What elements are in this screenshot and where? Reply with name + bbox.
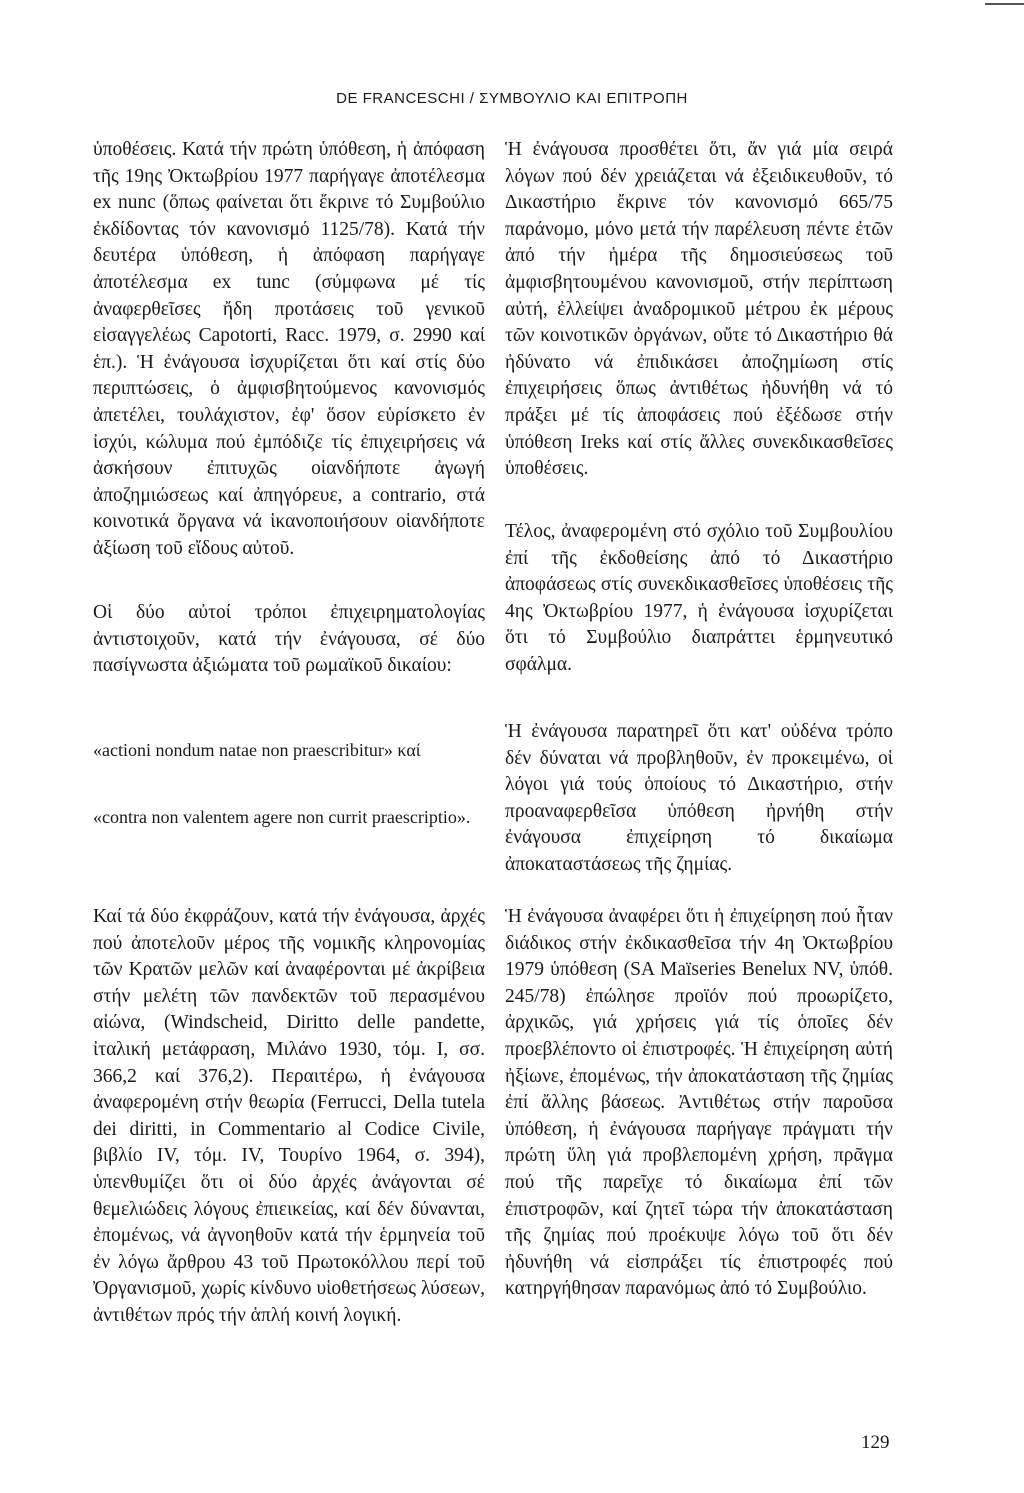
- left-paragraph-1: ὑποθέσεις. Κατά τήν πρώτη ὑπόθεση, ἡ ἀπόφαση τῆς 19ης Ὀκτωβρίου 1977 παρήγαγε ἀποτέλεσμα ex nunc (ὅπως φαίνεται ὅτι ἔκρινε τό Συμβούλιο ἐκδίδοντας τόν κανονισμό 1125/78). Κατά τήν δευτέρα ὑπόθεση, ἡ ἀπόφαση παρήγαγε ἀποτέλεσμα ex tunc (σύμφωνα μέ τίς ἀναφερθεῖσες ἤδη προτάσεις τοῦ γενικοῦ εἰσαγγελέως Capotorti, Racc. 1979, σ. 2990 καί ἑπ.). Ἡ ἐνάγουσα ἰσχυρίζεται ὅτι καί στίς δύο περιπτώσεις, ὁ ἀμφισβητούμενος κανονισμός ἀπετέλει, τουλάχιστον, ἐφ' ὅσον εὑρίσκετο ἐν ἰσχύι, κώλυμα πού ἐμπόδιζε τίς ἐπιχειρήσεις νά ἀσκήσουν ἐπιτυχῶς οἱανδήποτε ἀγωγή ἀποζημιώσεως καί ἀπηγόρευε, a contrario, στά κοινοτικά ὄργανα νά ἱκανοποιήσουν οἱανδήποτε ἀξίωση τοῦ εἴδους αὐτοῦ.: [93, 139, 485, 559]
- left-maxim-1: «actioni nondum natae non praescribitur» καί: [93, 740, 421, 760]
- left-paragraph-2: Οἱ δύο αὐτοί τρόποι ἐπιχειρηματολογίας ἀντιστοιχοῦν, κατά τήν ἐνάγουσα, σέ δύο πασίγνωστα ἀξιώματα τοῦ ρωμαϊκοῦ δικαίου:: [93, 602, 485, 677]
- right-paragraph-3: Ἡ ἐνάγουσα παρατηρεῖ ὅτι κατ' οὐδένα τρόπο δέν δύναται νά προβληθοῦν, ἐν προκειμένω, οἱ λόγοι γιά τούς ὁποίους τό Δικαστήριο, στήν προαναφερθεῖσα ὑπόθεση ἠρνήθη στήν ἐνάγουσα ἐπιχείρηση τό δικαίωμα ἀποκαταστάσεως τῆς ζημίας.: [505, 721, 893, 875]
- top-edge-rule: [985, 3, 1024, 5]
- right-paragraph-2: Τέλος, ἀναφερομένη στό σχόλιο τοῦ Συμβουλίου ἐπί τῆς ἐκδοθείσης ἀπό τό Δικαστήριο ἀποφάσεως στίς συνεκδικασθεῖσες ὑποθέσεις τῆς 4ης Ὀκτωβρίου 1977, ἡ ἐνάγουσα ἰσχυρίζεται ὅτι τό Συμβούλιο διαπράττει ἑρμηνευτικό σφάλμα.: [505, 521, 893, 675]
- left-paragraph-5: Καί τά δύο ἐκφράζουν, κατά τήν ἐνάγουσα, ἀρχές πού ἀποτελοῦν μέρος τῆς νομικῆς κληρονομίας τῶν Κρατῶν μελῶν καί ἀναφέρονται μέ ἀκρίβεια στήν μελέτη τῶν πανδεκτῶν τοῦ περασμένου αἰώνα, (Windscheid, Diritto delle pandette, ἰταλική μετάφραση, Μιλάνο 1930, τόμ. I, σσ. 366,2 καί 376,2). Περαιτέρω, ἡ ἐνάγουσα ἀναφερομένη στήν θεωρία (Ferrucci, Della tutela dei diritti, in Commentario al Codice Civile, βιβλίο IV, τόμ. IV, Τουρίνο 1964, σ. 394), ὑπενθυμίζει ὅτι οἱ δύο ἀρχές ἀνάγονται σέ θεμελιώδεις λόγους ἐπιεικείας, καί δέν δύνανται, ἐπομένως, νά ἀγνοηθοῦν κατά τήν ἑρμηνεία τοῦ ἐν λόγω ἄρθρου 43 τοῦ Πρωτοκόλλου περί τοῦ Ὀργανισμοῦ, χωρίς κίνδυνο υἱοθετήσεως λύσεων, ἀντιθέτων πρός τήν ἁπλή κοινή λογική.: [93, 906, 485, 1326]
- right-paragraph-4: Ἡ ἐνάγουσα ἀναφέρει ὅτι ἡ ἐπιχείρηση πού ἦταν διάδικος στήν ἐκδικασθεῖσα τήν 4η Ὀκτωβρίου 1979 ὑπόθεση (SA Maïseries Benelux NV, ὑπόθ. 245/78) ἐπώλησε προϊόν πού προωρίζετο, ἀρχικῶς, γιά χρήσεις γιά τίς ὁποῖες δέν προεβλέποντο οἱ ἐπιστροφές. Ἡ ἐπιχείρηση αὐτή ἠξίωνε, ἐπομένως, τήν ἀποκατάσταση τῆς ζημίας ἐπί ἄλλης βάσεως. Ἀντιθέτως στήν παροῦσα ὑπόθεση, ἡ ἐνάγουσα παρήγαγε πράγματι τήν πρώτη ὕλη γιά προβλεπομένη χρήση, πρᾶγμα πού τῆς παρεῖχε τό δικαίωμα ἐπί τῶν ἐπιστροφῶν, καί ζητεῖ τώρα τήν ἀποκατάσταση τῆς ζημίας πού προέκυψε λόγω τοῦ ὅτι δέν ἠδυνήθη νά εἰσπράξει τίς ἐπιστροφές πού κατηργήθησαν παρανόμως ἀπό τό Συμβούλιο.: [505, 906, 893, 1300]
- page-number: 129: [861, 1432, 890, 1453]
- left-maxim-2: «contra non valentem agere non currit praescriptio».: [93, 807, 471, 827]
- right-paragraph-1: Ἡ ἐνάγουσα προσθέτει ὅτι, ἄν γιά μία σειρά λόγων πού δέν χρειάζεται νά ἐξειδικευθοῦν, τό Δικαστήριο ἔκρινε τόν κανονισμό 665/75 παράνομο, μόνο μετά τήν παρέλευση πέντε ἐτῶν ἀπό τήν ἡμέρα τῆς δημοσιεύσεως τοῦ ἀμφισβητουμένου κανονισμοῦ, στήν περίπτωση αὐτή, ἐλλείψει ἀναδρομικοῦ μέτρου ἐκ μέρους τῶν κοινοτικῶν ὀργάνων, οὔτε τό Δικαστήριο θά ἠδύνατο νά ἐπιδικάσει ἀποζημίωση στίς ἐπιχειρήσεις ὅπως ἀντιθέτως ἠδυνήθη νά τό πράξει μέ τίς ἀποφάσεις πού ἐξέδωσε στήν ὑπόθεση Ireks καί στίς ἄλλες συνεκδικασθεῖσες ὑποθέσεις.: [505, 139, 893, 480]
- running-header: DE FRANCESCHI / ΣΥΜΒΟΥΛΙΟ ΚΑΙ ΕΠΙΤΡΟΠΗ: [336, 90, 688, 107]
